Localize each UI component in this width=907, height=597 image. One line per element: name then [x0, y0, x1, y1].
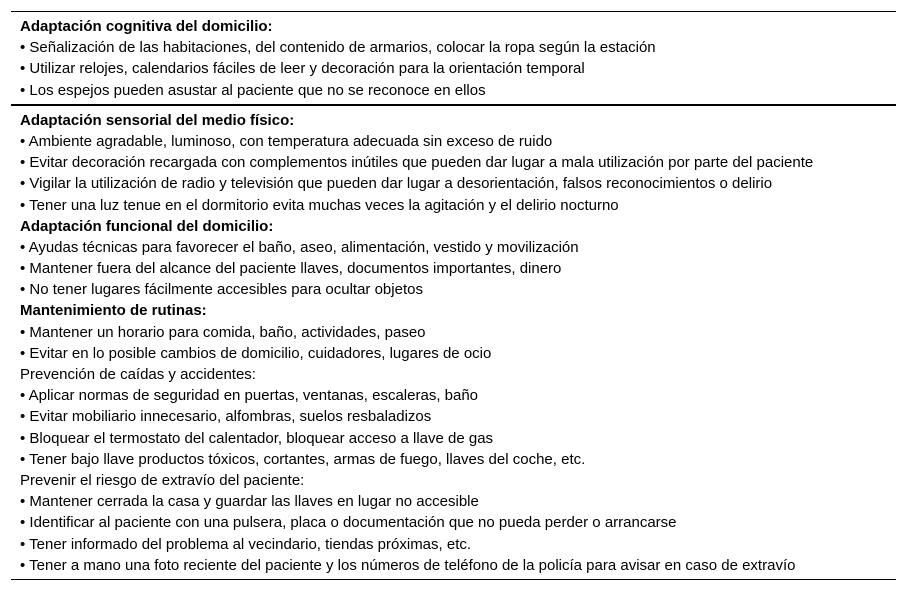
section-physical-functional	[11, 104, 896, 579]
list-item: • Tener a mano una foto reciente del paciente y los números de teléfono de la policía para avisar en caso de extravío	[20, 556, 796, 574]
list-item: • Tener una luz tenue en el dormitorio evita muchas veces la agitación y el delirio nocturno	[20, 196, 619, 214]
section-cognitive	[11, 12, 896, 104]
list-item: • Bloquear el termostato del calentador, bloquear acceso a llave de gas	[20, 429, 494, 447]
list-item: • Ayudas técnicas para favorecer el baño, aseo, alimentación, vestido y movilización	[20, 238, 579, 256]
list-item: • Utilizar relojes, calendarios fáciles de leer y decoración para la orientación temporal	[20, 60, 585, 78]
list-item: • Vigilar la utilización de radio y televisión que pueden dar lugar a desorientación, falsos reconocimientos o delirio	[20, 175, 773, 193]
list-item: • Tener bajo llave productos tóxicos, cortantes, armas de fuego, llaves del coche, etc.	[20, 450, 586, 468]
list-item: • Mantener fuera del alcance del paciente llaves, documentos importantes, dinero	[20, 260, 562, 278]
list-item: • Señalización de las habitaciones, del contenido de armarios, colocar la ropa según la estación	[20, 39, 656, 57]
list-item: • Identificar al paciente con una pulsera, placa o documentación que no pueda perder o arrancarse	[20, 514, 677, 532]
section-heading: Adaptación sensorial del medio físico:	[20, 111, 295, 129]
list-item: • Evitar en lo posible cambios de domicilio, cuidadores, lugares de ocio	[20, 344, 492, 362]
list-item: • Ambiente agradable, luminoso, con temperatura adecuada sin exceso de ruido	[20, 132, 553, 150]
section-heading: Adaptación funcional del domicilio:	[20, 217, 274, 235]
list-item: • Tener informado del problema al vecindario, tiendas próximas, etc.	[20, 535, 472, 553]
list-item: Prevención de caídas y accidentes:	[20, 366, 256, 383]
list-item: • Mantener un horario para comida, baño, actividades, paseo	[20, 323, 426, 341]
section-heading: Adaptación cognitiva del domicilio:	[20, 18, 273, 35]
list-item: • Mantener cerrada la casa y guardar las llaves en lugar no accesible	[20, 493, 479, 511]
section-heading: Mantenimiento de rutinas:	[20, 302, 207, 320]
list-item: • Aplicar normas de seguridad en puertas, ventanas, escaleras, baño	[20, 387, 479, 405]
list-item: • Evitar mobiliario innecesario, alfombras, suelos resbaladizos	[20, 408, 432, 426]
list-item: • No tener lugares fácilmente accesibles para ocultar objetos	[20, 281, 423, 299]
list-item: • Evitar decoración recargada con complementos inútiles que pueden dar lugar a mala utilización por parte del paciente	[20, 154, 814, 172]
list-item: • Los espejos pueden asustar al paciente que no se reconoce en ellos	[20, 81, 486, 99]
list-item: Prevenir el riesgo de extravío del paciente:	[20, 471, 305, 489]
recommendations-table	[11, 11, 896, 580]
